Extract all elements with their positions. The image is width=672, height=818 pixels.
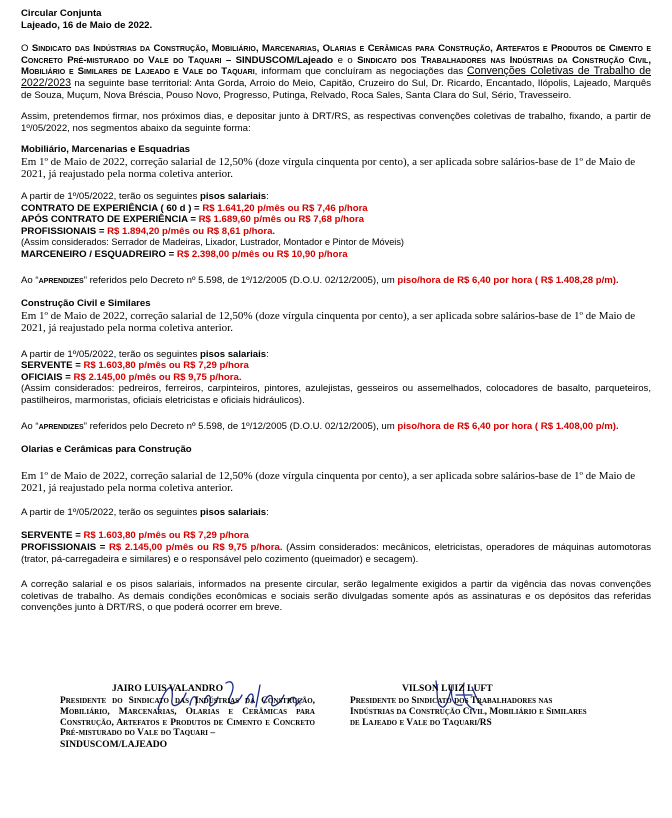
piso-line: MARCENEIRO / ESQUADREIRO = R$ 2.398,00 p/mês ou R$ 10,90 p/hora (21, 248, 348, 260)
piso-line: CONTRATO DE EXPERIÊNCIA ( 60 d ) = R$ 1.641,20 p/mês ou R$ 7,46 p/hora (21, 202, 368, 214)
piso-line: SERVENTE = R$ 1.603,80 p/mês ou R$ 7,29 p/hora (21, 360, 249, 372)
convention-link[interactable]: Convenções Coletivas de Trabalho de 2022/2023 (21, 65, 651, 89)
signer-role-left: Presidente do Sindicato das Indústrias da Construção, Mobiliário, Marcenarias, Olarias e Cerâmicas para Construção, Artefatos e Produtos de Cimento e Concreto Pré-misturado do Vale do Taquari – (60, 696, 315, 739)
section-correction: Em 1º de Maio de 2022, correção salarial de 12,50% (doze vírgula cinquenta por cento), a ser aplicada sobre salários-base de 1º de Maio de 2021, já reajustado pela norma coletiva anterior. (21, 469, 636, 495)
signer-org-left: SINDUSCOM/LAJEADO (60, 739, 168, 751)
section-title-olarias: Olarias e Cerâmicas para Construção (21, 444, 192, 456)
closing-paragraph: A correção salarial e os pisos salariais, informados na presente circular, serão legalmente exigidos a partir da vigência das novas convenções coletivas de trabalho. As demais condições econômicas e sociais serão divulgadas somente após as assinaturas e os depósitos das referidas convenções junto à DRT/RS, o que poderá ocorrer em breve. (21, 579, 651, 614)
section-title-mobiliario: Mobiliário, Marcenarias e Esquadrias (21, 144, 191, 156)
piso-line: PROFISSIONAIS = R$ 1.894,20 p/mês ou R$ 8,61 p/hora. (21, 225, 276, 237)
piso-line: APÓS CONTRATO DE EXPERIÊNCIA = R$ 1.689,60 p/mês ou R$ 7,68 p/hora (21, 214, 364, 226)
signatures (0, 683, 630, 803)
document-title: Circular Conjunta (21, 8, 102, 19)
document-date: Lajeado, 16 de Maio de 2022. (21, 19, 153, 31)
signer-name-right: VILSON LUIZ LUFT (402, 683, 493, 694)
intro-paragraph: O Sindicato das Indústrias da Construção, Mobiliário, Marcenarias, Olarias e Cerâmicas para Construção, Artefatos e Produtos de Cimento e Concreto Pré-misturado do Vale do Taquari – SINDUSCOM/Lajeado e o Sindicato dos Trabalhadores nas Indústrias da Construção Civil, Mobiliário e Similares de Lajeado e Vale do Taquari, informam que concluíram as negociações das Convenções Coletivas de Trabalho de 2022/2023 na seguinte base territorial: Anta Gorda, Arroio do Meio, Capitão, Cruzeiro do Sul, Dr. Ricardo, Encantado, Ilópolis, Lajeado, Marquês de Souza, Muçum, Nova Bréscia, Pouso Novo, Progresso, Putinga, Relvado, Roca Sales, Santa Clara do Sul, Sério, Travesseiro. (21, 43, 651, 101)
pisos-intro: A partir de 1º/05/2022, terão os seguintes pisos salariais: (21, 506, 269, 518)
section-title-construcao: Construção Civil e Similares (21, 298, 151, 310)
section-correction: Em 1º de Maio de 2022, correção salarial de 12,50% (doze vírgula cinquenta por cento), a ser aplicada sobre salários-base de 1º de Maio de 2021, já reajustado pela norma coletiva anterior. (21, 155, 636, 181)
intro-paragraph-2: Assim, pretendemos firmar, nos próximos dias, e depositar junto à DRT/RS, as respectivas convenções coletivas de trabalho, fixando, a partir de 1º/05/2022, nos segmentos abaixo da seguinte forma: (21, 111, 651, 134)
pisos-intro: A partir de 1º/05/2022, terão os seguintes pisos salariais: (21, 348, 269, 360)
employer-union-name: Sindicato das Indústrias da Construção, Mobiliário, Marcenarias, Olarias e Cerâmicas para Construção, Artefatos e Produtos de Cimento e Concreto Pré-misturado do Vale do Taquari (21, 43, 651, 66)
circular-document (21, 8, 651, 614)
signer-role-right: Presidente do Sindicato dos Trabalhadores nas Indústrias da Construção Civil, Mobiliário e Similares de Lajeado e Vale do Taquari/RS (350, 696, 587, 728)
worker-union-name: Sindicato dos Trabalhadores nas Indústrias da Construção Civil, Mobiliário e Similares de Lajeado e Vale do Taquari (21, 54, 651, 78)
aprendiz-paragraph: Ao “aprendizes” referidos pelo Decreto nº 5.598, de 1º/12/2005 (D.O.U. 02/12/2005), um piso/hora de R$ 6,40 por hora ( R$ 1.408,28 p/m). (21, 274, 619, 286)
piso-note: (Assim considerados: Serrador de Madeiras, Lixador, Lustrador, Montador e Pintor de Móveis) (21, 237, 404, 248)
piso-line: PROFISSIONAIS = R$ 2.145,00 p/mês ou R$ 9,75 p/hora. (Assim considerados: mecânicos, eletricistas, operadores de máquinas automotoras (trator, pá-carregadeira e similares) e o responsável pelo cozimento (queimador) e secagem). (21, 542, 651, 565)
signature-right (330, 683, 590, 728)
piso-note: (Assim considerados: pedreiros, ferreiros, carpinteiros, pintores, azulejistas, gesseiros ou assemelhados, colocadores de basalto, parqueteiros, pastilheiros, marmoristas, oficiais eletricistas e oficiais hidráulicos). (21, 383, 651, 407)
signer-name-left: JAIRO LUIS VALANDRO (112, 683, 224, 694)
signature-left (60, 683, 315, 750)
piso-line: OFICIAIS = R$ 2.145,00 p/mês ou R$ 9,75 p/hora. (21, 371, 242, 383)
piso-line: SERVENTE = R$ 1.603,80 p/mês ou R$ 7,29 p/hora (21, 530, 249, 542)
pisos-intro: A partir de 1º/05/2022, terão os seguintes pisos salariais: (21, 190, 269, 202)
aprendiz-paragraph: Ao “aprendizes” referidos pelo Decreto nº 5.598, de 1º/12/2005 (D.O.U. 02/12/2005), um piso/hora de R$ 6,40 por hora ( R$ 1.408,00 p/m). (21, 420, 619, 432)
section-correction: Em 1º de Maio de 2022, correção salarial de 12,50% (doze vírgula cinquenta por cento), a ser aplicada sobre salários-base de 1º de Maio de 2021, já reajustado pela norma coletiva anterior. (21, 309, 636, 335)
